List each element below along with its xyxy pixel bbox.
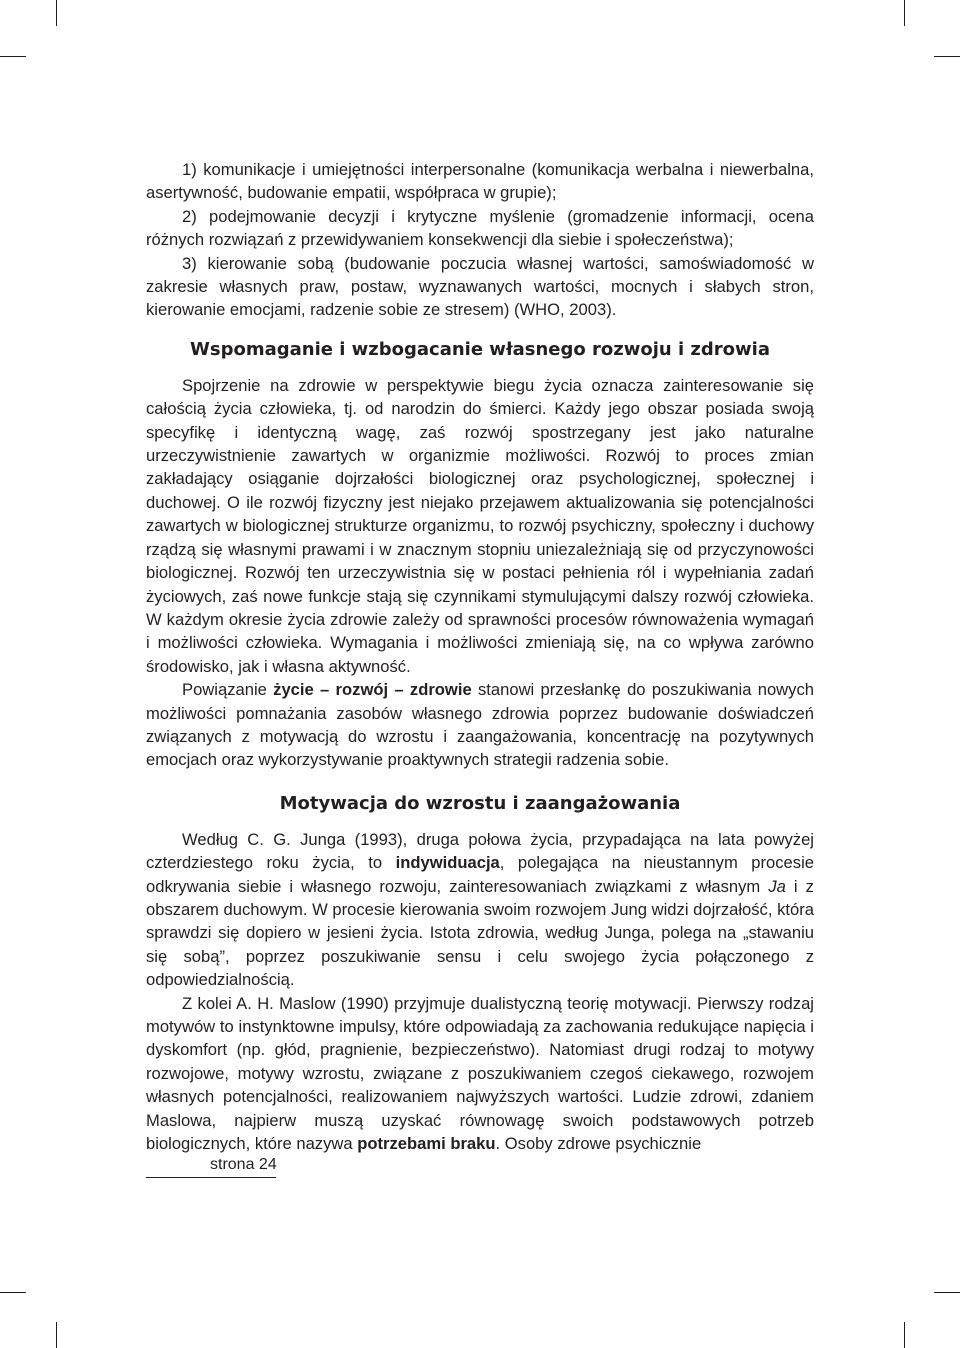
- italic-term: Ja: [768, 876, 786, 896]
- crop-mark-top-left: [56, 0, 57, 26]
- bold-term: życie – rozwój – zdrowie: [273, 680, 472, 700]
- crop-mark-bottom-left: [56, 1322, 57, 1348]
- text-span: Według C. G. Junga (1993), druga połowa życia, przypadająca na lata powyżej czterdziestego roku życia, to: [146, 829, 814, 873]
- bold-term: indywiduacja: [395, 853, 500, 873]
- bold-term: potrzebami braku: [357, 1134, 496, 1154]
- section-heading-development: Wspomaganie i wzbogacanie własnego rozwoju i zdrowia: [190, 338, 770, 360]
- list-item-3: 3) kierowanie sobą (budowanie poczucia własnej wartości, samoświadomość w zakresie własnych praw, postaw, wyznawanych wartości, mocnych i słabych stron, kierowanie emocjami, radzenie sobie ze stresem) (WHO, 2003).: [146, 253, 814, 320]
- page-number: strona 24: [210, 1156, 277, 1173]
- paragraph-jung: [146, 828, 814, 992]
- text-span: i z obszarem duchowym. W procesie kierowania swoim rozwojem Jung widzi dojrzałość, która sprawdzi się dopiero w jesieni życia. Istota zdrowia, według Junga, polega na „stawaniu się sobą”, poprzez poszukiwanie sensu i celu swojego życia połączonego z odpowiedzialnością.: [146, 876, 814, 990]
- footer-rule: [146, 1177, 276, 1178]
- crop-mark-top-left-h: [0, 56, 26, 57]
- list-item-1: 1) komunikacje i umiejętności interpersonalne (komunikacja werbalna i niewerbalna, asertywność, budowanie empatii, współpraca w grupie);: [146, 160, 814, 203]
- crop-mark-bottom-right: [904, 1322, 905, 1348]
- crop-mark-top-right: [904, 0, 905, 26]
- text-span: . Osoby zdrowe psychicznie: [495, 1134, 702, 1154]
- paragraph-maslow: [146, 992, 814, 1156]
- text-span: Powiązanie: [182, 680, 274, 700]
- text-span: stanowi przesłankę do poszukiwania nowych możliwości pomnażania zasobów własnego zdrowia poprzez budowanie doświadczeń związanych z motywacją do wzrostu i zaangażowania, koncentrację na pozytywnych emocjach oraz wykorzystywanie proaktywnych strategii radzenia sobie.: [146, 680, 814, 770]
- crop-mark-top-right-h: [934, 56, 960, 57]
- text-span: , polegająca na nieustannym procesie odkrywania siebie i własnego rozwoju, zainteresowaniach związkami z własnym: [146, 853, 814, 896]
- list-item-2: 2) podejmowanie decyzji i krytyczne myślenie (gromadzenie informacji, ocena różnych rozwiązań z przewidywaniem konsekwencji dla siebie i społeczeństwa);: [146, 206, 814, 250]
- paragraph-lifespan: Spojrzenie na zdrowie w perspektywie biegu życia oznacza zainteresowanie się całością życia człowieka, tj. od narodzin do śmierci. Każdy jego obszar posiada swoją specyfikę i identyczną wagę, zaś rozwój spostrzegany jest jako naturalne urzeczywistnienie zawartych w organizmie możliwości. Rozwój to proces zmian zakładający osiąganie dojrzałości biologicznej oraz psychologicznej, społecznej i duchowej. O ile rozwój fizyczny jest niejako przejawem aktualizowania się potencjalności zawartych w biologicznej strukturze organizmu, to rozwój psychiczny, społeczny i duchowy rządzą się własnymi prawami i w znacznym stopniu uniezależniają się od przyczynowości biologicznej. Rozwój ten urzeczywistnia się w postaci pełnienia ról i wypełniania zadań życiowych, zaś nowe funkcje stają się czynnikami stymulującymi dalszy rozwój człowieka. W każdym okresie życia zdrowie zależy od sprawności procesów równoważenia wymagań i możliwości człowieka. Wymagania i możliwości zmieniają się, na co wpływa zarówno środowisko, jak i własna aktywność.: [146, 375, 814, 676]
- crop-mark-bottom-left-h: [0, 1292, 26, 1293]
- section-heading-motivation: Motywacja do wzrostu i zaangażowania: [279, 792, 681, 814]
- paragraph-connection: [146, 678, 814, 772]
- body-text: [146, 158, 814, 1155]
- text-span: Z kolei A. H. Maslow (1990) przyjmuje dualistyczną teorię motywacji. Pierwszy rodzaj motywów to instynktowne impulsy, które odpowiadają za zachowania redukujące napięcia i dyskomfort (np. głód, pragnienie, bezpieczeństwo). Natomiast drugi rodzaj to motywy rozwojowe, motywy wzrostu, związane z poszukiwaniem czegoś ciekawego, rozwojem własnych potencjalności, realizowaniem najwyższych wartości. Ludzie zdrowi, zdaniem Maslowa, najpierw muszą uzyskać równowagę swoich podstawowych potrzeb biologicznych, które nazywa: [146, 993, 814, 1154]
- crop-mark-bottom-right-h: [934, 1292, 960, 1293]
